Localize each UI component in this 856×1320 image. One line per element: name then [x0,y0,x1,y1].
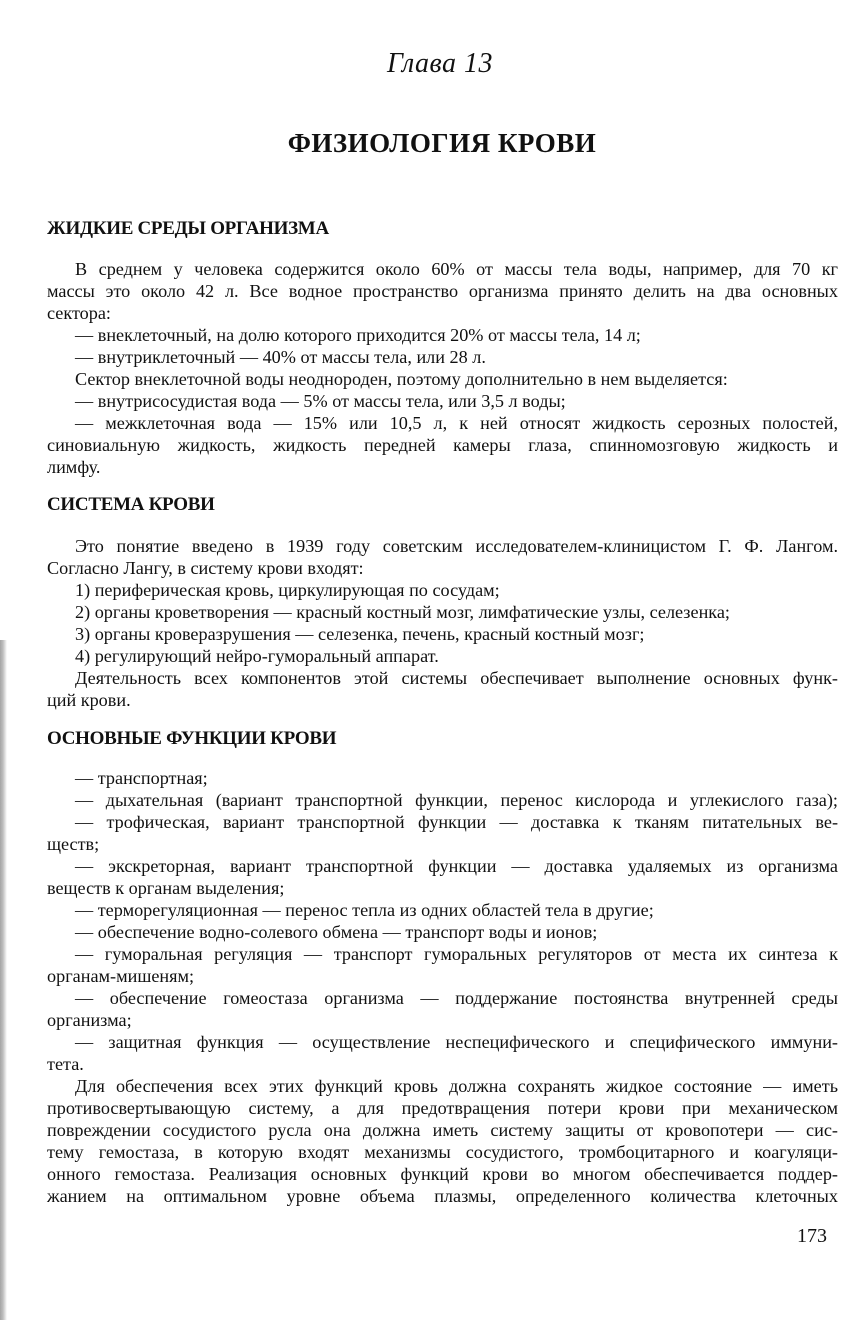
paragraph-line: онного гемостаза. Реализация основных функций крови во многом обеспечивается поддер- [47,1164,838,1184]
paragraph-line: ций крови. [47,690,131,710]
paragraph-line: В среднем у человека содержится около 60% от массы тела воды, например, для 70 кг [75,259,838,279]
paragraph-line: повреждении сосудистого русла она должна иметь систему защиты от кровопотери — сис- [47,1120,838,1140]
paragraph-line: Деятельность всех компонентов этой системы обеспечивает выполнение основных функ- [75,668,838,688]
paragraph-line: противосвертывающую систему, а для предотвращения потери крови при механическом [47,1098,838,1118]
paragraph-line: синовиальную жидкость, жидкость передней камеры глаза, спинномозговую жидкость и [47,435,838,455]
list-item: — экскреторная, вариант транспортной функции — доставка удаляемых из организма [75,856,838,876]
list-item: — транспортная; [75,768,208,788]
paragraph-line: лимфу. [47,457,101,477]
paragraph-line: сектора: [47,303,111,323]
list-item-continuation: веществ к органам выделения; [47,878,285,898]
paragraph-line: Это понятие введено в 1939 году советским исследователем-клиницистом Г. Ф. Лангом. [75,536,838,556]
chapter-label: Глава 13 [387,48,493,79]
list-item: — внутрисосудистая вода — 5% от массы тела, или 3,5 л воды; [75,391,566,411]
paragraph-line: тему гемостаза, в которую входят механизмы сосудистого, тромбоцитарного и коагуляци- [47,1142,838,1162]
section-heading-blood-functions: ОСНОВНЫЕ ФУНКЦИИ КРОВИ [47,728,337,749]
list-item-continuation: организма; [47,1010,132,1030]
list-item: — обеспечение гомеостаза организма — поддержание постоянства внутренней среды [75,988,838,1008]
list-item-continuation: органам-мишеням; [47,966,195,986]
list-item: — терморегуляционная — перенос тепла из одних областей тела в другие; [75,900,654,920]
list-item: 4) регулирующий нейро-гуморальный аппарат. [75,646,439,666]
list-item-continuation: тета. [47,1054,84,1074]
paragraph-line: Для обеспечения всех этих функций кровь должна сохранять жидкое состояние — иметь [75,1076,838,1096]
list-item: — защитная функция — осуществление неспецифического и специфического иммуни- [75,1032,838,1052]
list-item: — внутриклеточный — 40% от массы тела, или 28 л. [75,347,486,367]
list-item: — гуморальная регуляция — транспорт гуморальных регуляторов от места их синтеза к [75,944,838,964]
list-item: — обеспечение водно-солевого обмена — транспорт воды и ионов; [75,922,598,942]
list-item: 2) органы кроветворения — красный костный мозг, лимфатические узлы, селезенка; [75,602,730,622]
paragraph-line: массы это около 42 л. Все водное пространство организма принято делить на два основных [47,281,838,301]
list-item: 3) органы кроверазрушения — селезенка, печень, красный костный мозг; [75,624,645,644]
section-heading-fluid-media: ЖИДКИЕ СРЕДЫ ОРГАНИЗМА [47,218,329,239]
paragraph-line: Сектор внеклеточной воды неоднороден, поэтому дополнительно в нем выделяется: [75,369,728,389]
list-item-continuation: ществ; [47,834,100,854]
paragraph-line: жанием на оптимальном уровне объема плазмы, определенного количества клеточных [47,1186,838,1206]
section-heading-blood-system: СИСТЕМА КРОВИ [47,494,215,515]
list-item: — дыхательная (вариант транспортной функции, перенос кислорода и углекислого газа); [75,790,838,810]
list-item: — трофическая, вариант транспортной функции — доставка к тканям питательных ве- [75,812,838,832]
page-number: 173 [797,1225,827,1247]
chapter-title: ФИЗИОЛОГИЯ КРОВИ [287,128,597,158]
paragraph-line: Согласно Лангу, в систему крови входят: [47,558,364,578]
list-item: — межклеточная вода — 15% или 10,5 л, к ней относят жидкость серозных полостей, [75,413,838,433]
list-item: — внеклеточный, на долю которого приходится 20% от массы тела, 14 л; [75,325,641,345]
list-item: 1) периферическая кровь, циркулирующая по сосудам; [75,580,500,600]
scan-edge-shadow [0,640,7,1320]
